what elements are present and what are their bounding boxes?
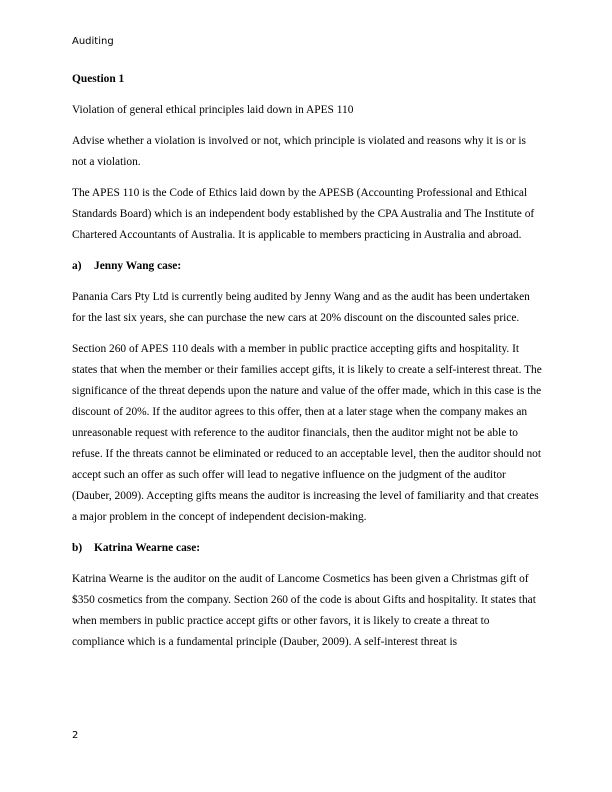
case-b-title: Katrina Wearne case: — [94, 542, 201, 554]
question-subtitle: Violation of general ethical principles laid down in APES 110 — [72, 104, 354, 116]
page-number: 2 — [72, 730, 79, 741]
document-body — [72, 69, 542, 663]
case-b-heading — [72, 538, 542, 559]
case-a-paragraph-1: Panania Cars Pty Ltd is currently being audited by Jenny Wang and as the audit has been undertaken for the last six years, she can purchase the new cars at 20% discount on the discounted sales price. — [72, 291, 530, 324]
case-b-paragraph-1: Katrina Wearne is the auditor on the audit of Lancome Cosmetics has been given a Christmas gift of $350 cosmetics from the company. Section 260 of the code is about Gifts and hospitality. It states that when members in public practice accept gifts or other favors, it is likely to create a threat to compliance which is a fundamental principle (Dauber, 2009). A self-interest threat is — [72, 573, 536, 648]
page-header: Auditing — [72, 36, 114, 47]
intro-paragraph: The APES 110 is the Code of Ethics laid down by the APESB (Accounting Professional and Ethical Standards Board) which is an independent body established by the CPA Australia and The Institute of Chartered Accountants of Australia. It is applicable to members practicing in Australia and abroad. — [72, 187, 535, 241]
question-prompt: Advise whether a violation is involved or not, which principle is violated and reasons why it is or is not a violation. — [72, 135, 526, 168]
case-a-title: Jenny Wang case: — [94, 260, 182, 272]
case-b-marker: b) — [72, 542, 83, 554]
case-a-marker: a) — [72, 260, 82, 272]
case-a-paragraph-2: Section 260 of APES 110 deals with a member in public practice accepting gifts and hospitality. It states that when the member or their families accept gifts, it is likely to create a self-interest threat. The significance of the threat depends upon the nature and value of the offer made, which in this case is the discount of 20%. If the auditor agrees to this offer, then at a later stage when the company makes an unreasonable request with reference to the auditor financials, then the auditor might not be able to refuse. If the threats cannot be eliminated or reduced to an acceptable level, then the auditor should not accept such an offer as such offer will lead to negative influence on the judgment of the auditor (Dauber, 2009). Accepting gifts means the auditor is increasing the level of familiarity and that creates a major problem in the concept of independent decision-making. — [72, 343, 542, 523]
case-a-heading — [72, 256, 542, 277]
question-heading: Question 1 — [72, 73, 125, 85]
